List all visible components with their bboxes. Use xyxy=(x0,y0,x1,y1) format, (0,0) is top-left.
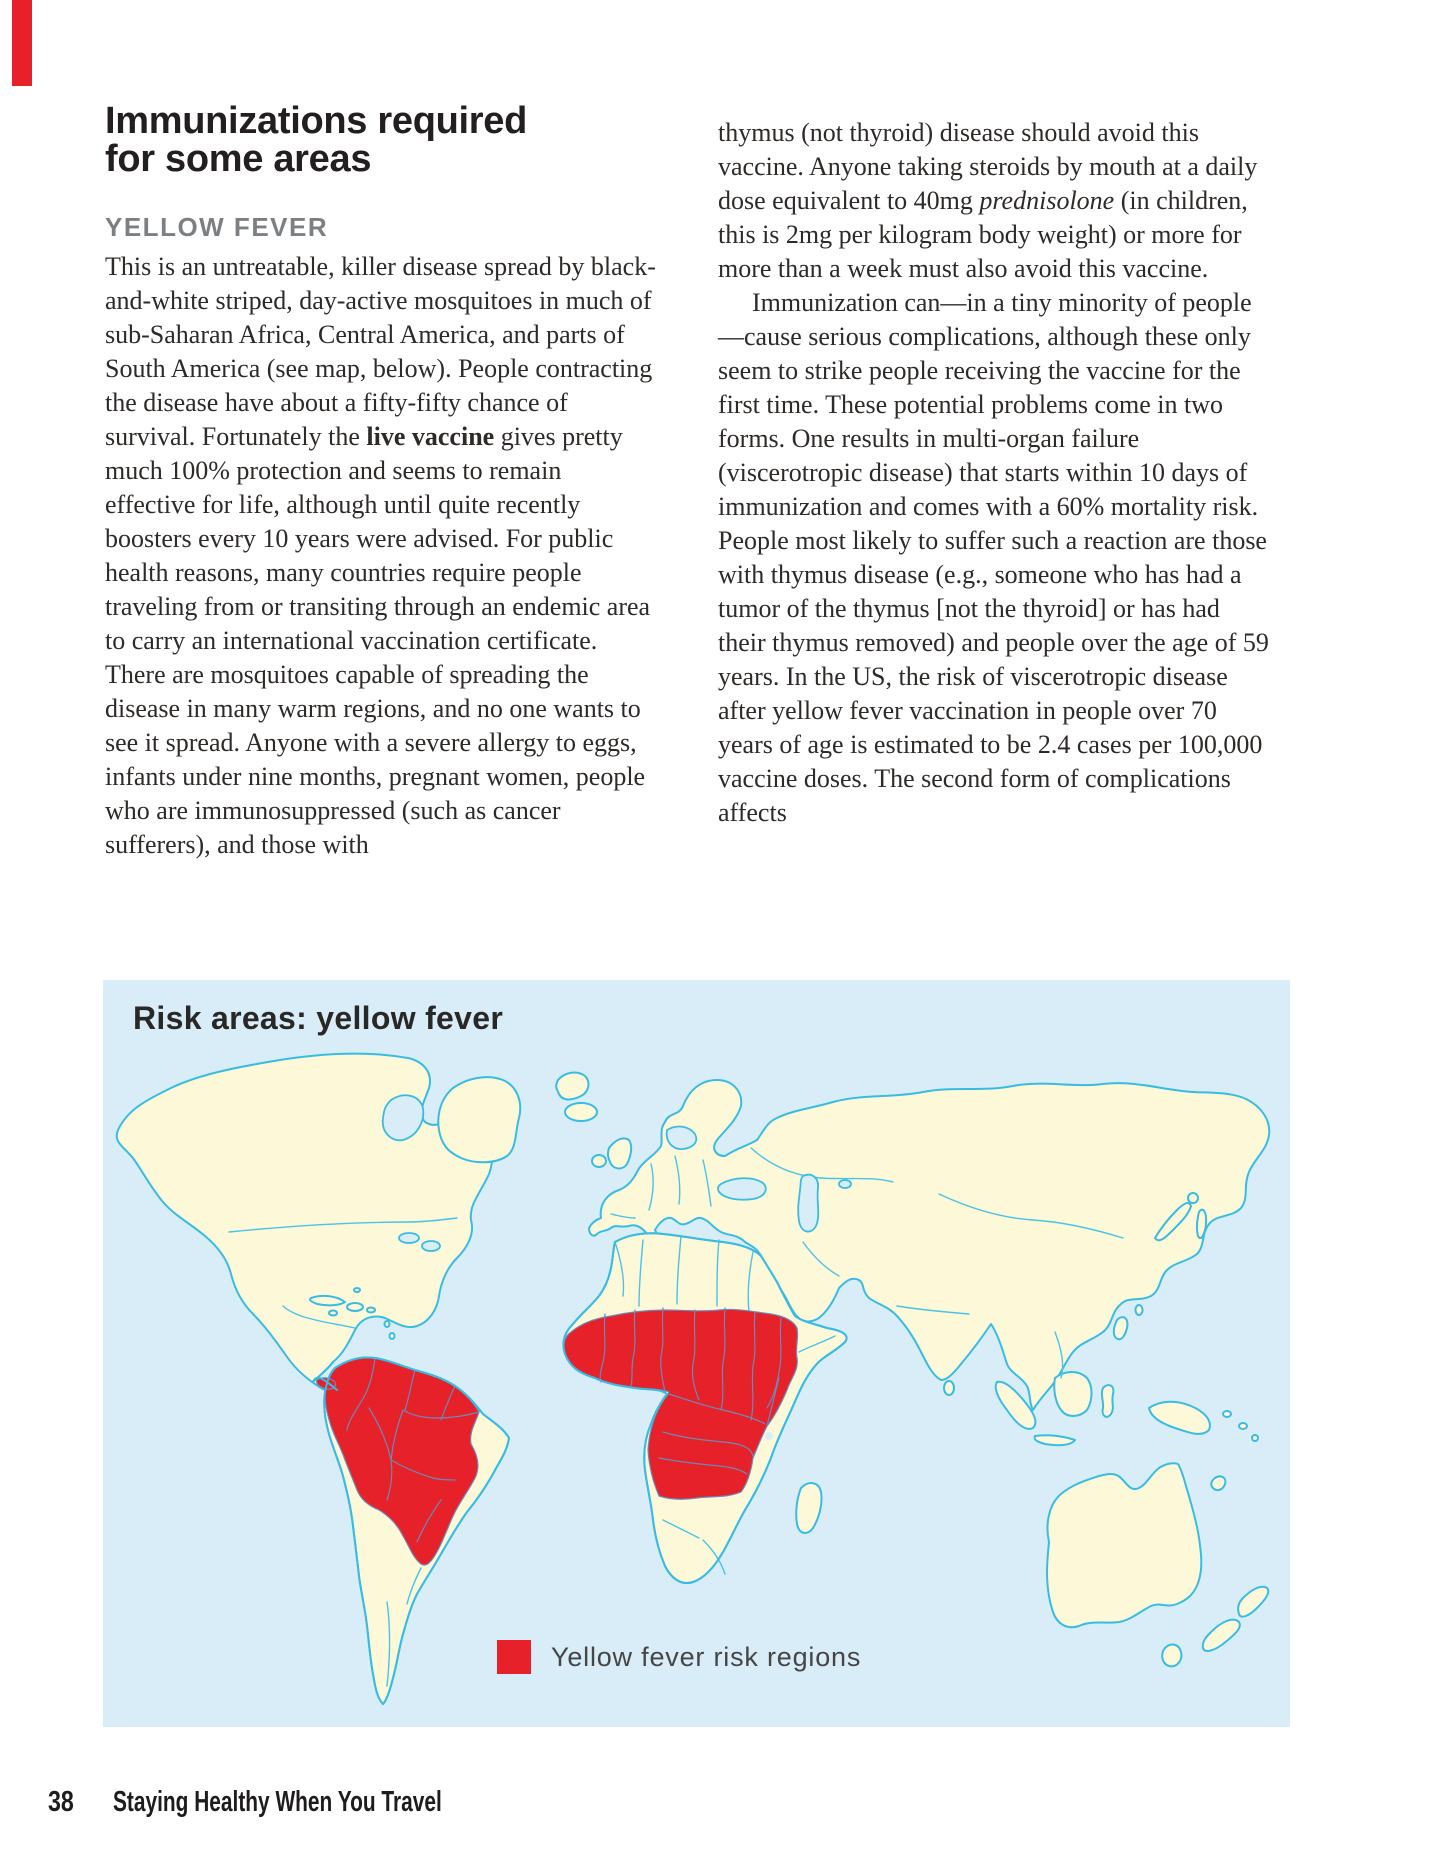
bahamas xyxy=(354,1288,360,1292)
risk-map-figure xyxy=(103,980,1290,1727)
lesser-antilles xyxy=(390,1333,395,1339)
island-madagascar xyxy=(796,1483,821,1533)
text-segment: This is an untreatable, killer disease spread by black-and-white striped, day-active mosquitoes in much of sub-Saharan Africa, Central America, and parts of South America (see map, below). People contracting the disease have about a fifty-fifty chance of survival. Fortunately the xyxy=(105,252,656,451)
body-column-right xyxy=(718,116,1270,830)
text-segment: thymus (not thyroid) disease should avoid this vaccine. Anyone taking steroids by mouth at a daily dose equivalent to 40mg xyxy=(718,118,1258,215)
island-hokkaido xyxy=(1188,1193,1198,1203)
page-footer xyxy=(0,1786,1445,1832)
island-sulawesi xyxy=(1102,1385,1114,1417)
great-lake xyxy=(399,1233,419,1243)
section-heading: YELLOW FEVER xyxy=(105,212,329,242)
lake-victoria xyxy=(765,1432,773,1440)
aral-sea xyxy=(839,1180,851,1188)
great-lake xyxy=(422,1241,440,1251)
pacific-island xyxy=(1223,1411,1231,1417)
text-segment: (in children, this is 2mg per kilogram body weight) or more for more than a week must also avoid this vaccine. xyxy=(718,186,1248,283)
island-new-caledonia xyxy=(1211,1476,1225,1490)
map-title: Risk areas: yellow fever xyxy=(133,1000,504,1036)
chapter-tab xyxy=(12,0,32,86)
pacific-island xyxy=(1252,1435,1258,1441)
baltic-sea xyxy=(667,1127,697,1150)
page-title-line-2: for some areas xyxy=(105,138,372,180)
island-hispaniola xyxy=(347,1303,363,1311)
body-column-left xyxy=(105,250,657,862)
page-title-line-1: Immunizations required xyxy=(105,100,528,142)
island-sri-lanka xyxy=(944,1381,954,1395)
island-java xyxy=(1035,1435,1075,1445)
island-new-zealand-south xyxy=(1203,1620,1240,1651)
text-segment: gives pretty much 100% protection and seems to remain effective for life, although until quite recently boosters every 10 years were advised. For public health reasons, many countries require people traveling from or transiting through an endemic area to carry an international vaccination certificate. There are mosquitoes capable of spreading the disease in many warm regions, and no one wants to see it spread. Anyone with a severe allergy to eggs, infants under nine months, pregnant women, people who are immunosuppressed (such as cancer sufferers), and those with xyxy=(105,422,651,859)
island-tasmania xyxy=(1162,1645,1181,1667)
island-taiwan xyxy=(1136,1305,1143,1315)
island-new-guinea xyxy=(1149,1402,1210,1434)
black-sea xyxy=(718,1178,766,1200)
island-jamaica xyxy=(329,1311,337,1316)
article-header xyxy=(105,102,527,178)
island-great-britain xyxy=(608,1138,631,1168)
island-luzon xyxy=(1114,1317,1128,1339)
island-ireland xyxy=(592,1155,606,1167)
island-iceland xyxy=(565,1103,597,1121)
continent-australia xyxy=(1047,1463,1201,1627)
island-new-zealand-north xyxy=(1238,1587,1268,1617)
italic-phrase: prednisolone xyxy=(979,186,1115,215)
paragraph xyxy=(105,250,657,862)
paragraph: Immunization can—in a tiny minority of people—cause serious complications, although these only seem to strike people receiving the vaccine for the first time. These potential problems come in two forms. One results in multi-organ failure (viscerotropic disease) that starts within 10 days of immunization and comes with a 60% mortality risk. People most likely to suffer such a reaction are those with thymus disease (e.g., someone who has had a tumor of the thymus [not the thyroid] or has had their thymus removed) and people over the age of 59 years. In the US, the risk of viscerotropic disease after yellow fever vaccination in people over 70 years of age is estimated to be 2.4 cases per 100,000 vaccine doses. The second form of complications affects xyxy=(718,288,1269,827)
world-map xyxy=(103,980,1290,1727)
book-title: Staying Healthy When You Travel xyxy=(113,1786,442,1818)
legend-label: Yellow fever risk regions xyxy=(551,1641,862,1672)
pacific-island xyxy=(1239,1423,1247,1429)
island-sakhalin xyxy=(1197,1210,1206,1238)
risk-region-south-america xyxy=(325,1357,479,1565)
caspian-sea xyxy=(798,1175,818,1232)
island-borneo xyxy=(1054,1372,1091,1416)
island-svalbard xyxy=(556,1073,588,1100)
paragraph xyxy=(718,116,1270,286)
lesser-antilles xyxy=(385,1321,390,1327)
island-greenland xyxy=(438,1077,520,1162)
map-legend xyxy=(497,1640,861,1674)
page-number: 38 xyxy=(48,1786,74,1818)
bold-phrase: live vaccine xyxy=(366,422,495,451)
legend-swatch xyxy=(497,1640,531,1674)
island-puerto-rico xyxy=(367,1308,375,1313)
